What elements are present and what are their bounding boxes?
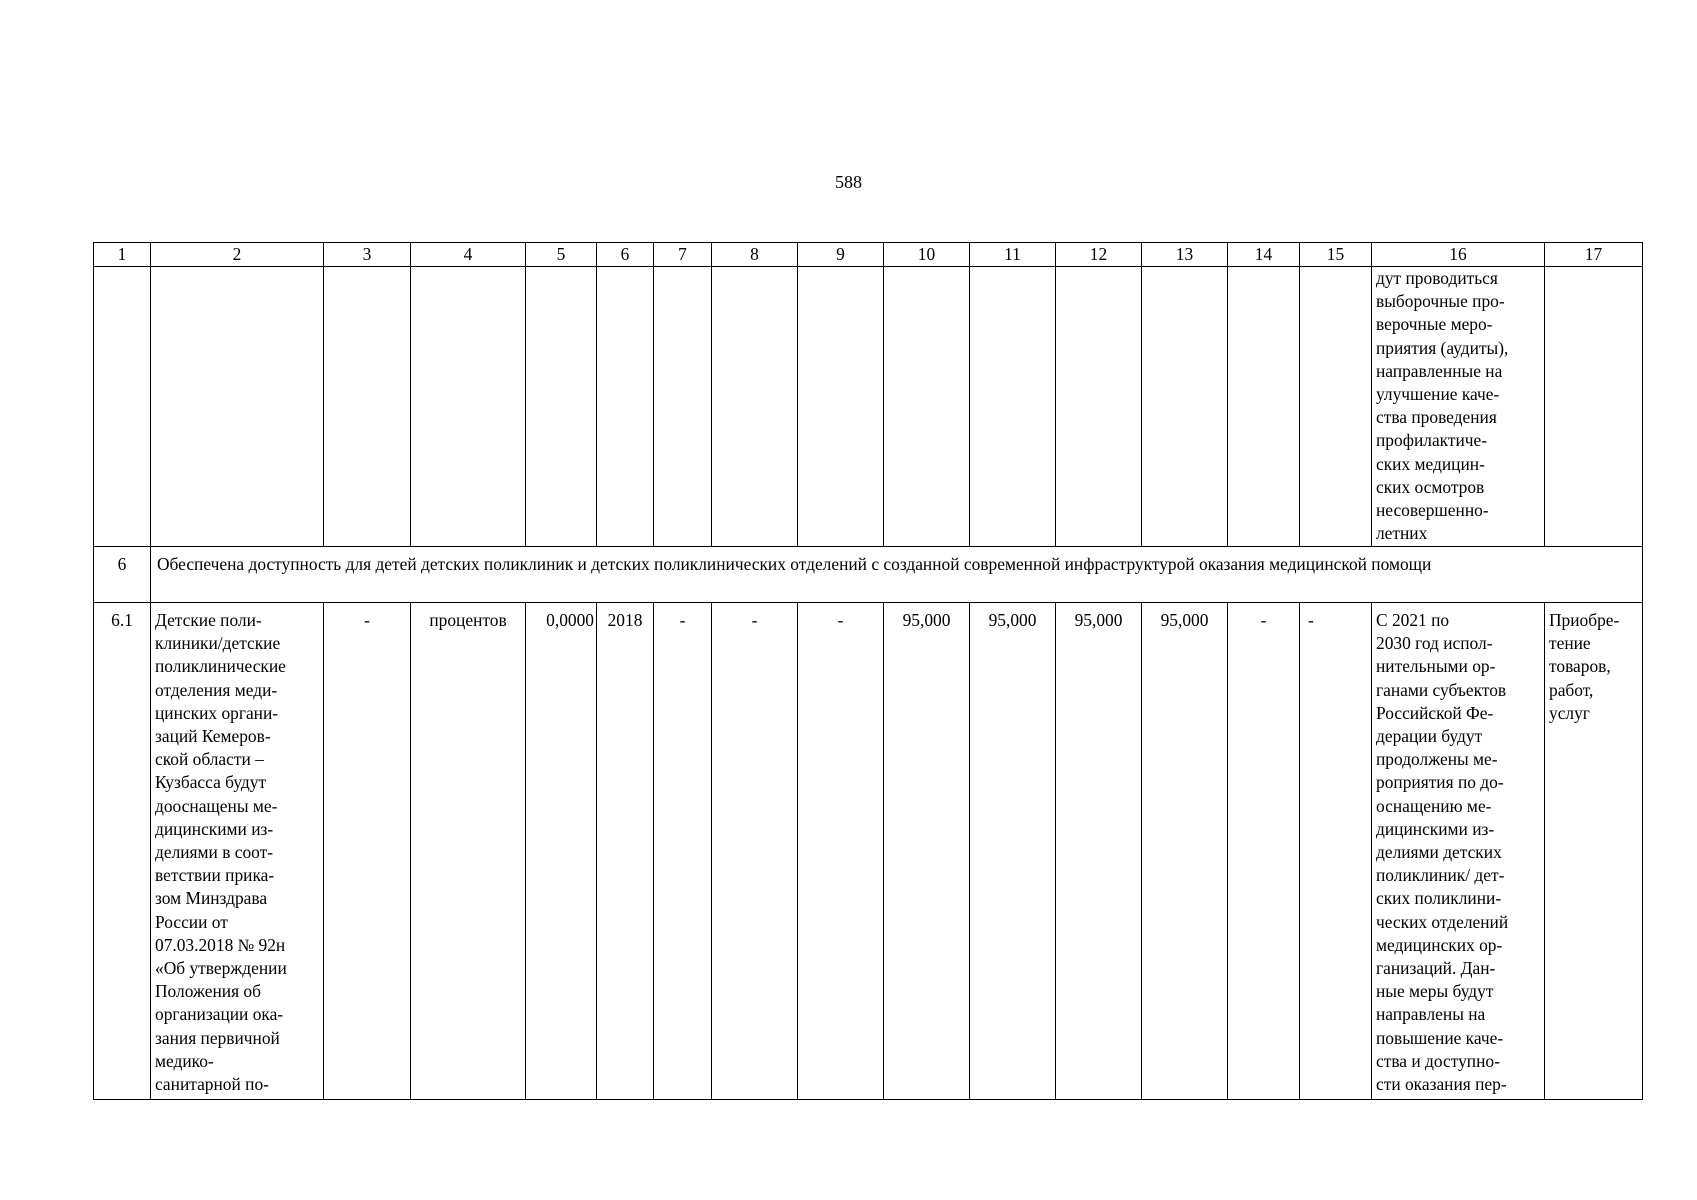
column-header: 17 <box>1545 243 1643 267</box>
activity-type-cell: Приобре- тение товаров, работ, услуг <box>1545 603 1643 1100</box>
indicator-name-cell: Детские поли- клиники/детские поликлинические отделения меди- цинских органи- заций Кемеров- ской области – Кузбасса будут дооснащены ме- дицинскими из- делиями в соот- ветствии прика- зом Минздрава России от 07.03.2018 № 92н «Об утверждении Положения об организации ока- зания первичной медико- санитарной по- <box>151 603 324 1100</box>
value-cell: 95,000 <box>884 603 970 1100</box>
table-cell <box>94 267 151 547</box>
column-header: 8 <box>712 243 798 267</box>
column-header: 2 <box>151 243 324 267</box>
column-header: 12 <box>1056 243 1142 267</box>
table-cell <box>324 267 411 547</box>
column-header: 14 <box>1228 243 1300 267</box>
table-cell <box>597 267 654 547</box>
column-header: 4 <box>411 243 526 267</box>
table-cell <box>712 267 798 547</box>
unit-cell: процентов <box>411 603 526 1100</box>
table-cell: - <box>798 603 884 1100</box>
table-cell <box>1228 267 1300 547</box>
column-header: 3 <box>324 243 411 267</box>
table-cell <box>654 267 712 547</box>
comment-cell: дут проводиться выборочные про- верочные меро- приятия (аудиты), направленные на улучшение каче- ства проведения профилактиче- ских медицин- ских осмотров несовершенно- летних <box>1372 267 1545 547</box>
comment-cell: С 2021 по 2030 год испол- нительными ор- ганами субъектов Российской Фе- дерации будут продолжены ме- роприятия по до- оснащению ме- дицинскими из- делиями детских поликлиник/ дет- ских поликлини- ческих отделений медицинских ор- ганизаций. Дан- ные меры будут направлены на повышение каче- ства и доступно- сти оказания пер- <box>1372 603 1545 1100</box>
table-cell <box>798 267 884 547</box>
column-header: 11 <box>970 243 1056 267</box>
section-row <box>94 547 1643 603</box>
table-row <box>94 603 1643 1100</box>
row-number: 6.1 <box>94 603 151 1100</box>
column-header: 9 <box>798 243 884 267</box>
table-cell: - <box>1300 603 1372 1100</box>
value-cell: 95,000 <box>1142 603 1228 1100</box>
indicators-table <box>93 242 1643 1100</box>
continuation-row <box>94 267 1643 547</box>
column-header: 10 <box>884 243 970 267</box>
table-cell: - <box>1228 603 1300 1100</box>
value-cell: 95,000 <box>970 603 1056 1100</box>
table-cell <box>884 267 970 547</box>
section-number: 6 <box>94 547 151 603</box>
table-cell <box>411 267 526 547</box>
value-cell: 95,000 <box>1056 603 1142 1100</box>
column-header: 15 <box>1300 243 1372 267</box>
column-header: 16 <box>1372 243 1545 267</box>
column-header: 5 <box>526 243 597 267</box>
column-header: 6 <box>597 243 654 267</box>
table-cell: - <box>324 603 411 1100</box>
table-cell <box>1545 267 1643 547</box>
table-cell: - <box>712 603 798 1100</box>
table-cell <box>1056 267 1142 547</box>
column-header: 13 <box>1142 243 1228 267</box>
base-year-cell: 2018 <box>597 603 654 1100</box>
table-cell <box>151 267 324 547</box>
section-title: Обеспечена доступность для детей детских поликлиник и детских поликлинических отделений с созданной современной инфраструктурой оказания медицинской помощи <box>151 547 1643 603</box>
table-cell <box>526 267 597 547</box>
page-number: 588 <box>835 172 862 192</box>
table-cell <box>1142 267 1228 547</box>
table-cell: - <box>654 603 712 1100</box>
column-number-row <box>94 243 1643 267</box>
column-header: 1 <box>94 243 151 267</box>
table-cell <box>970 267 1056 547</box>
table-cell <box>1300 267 1372 547</box>
base-value-cell: 0,0000 <box>526 603 597 1100</box>
column-header: 7 <box>654 243 712 267</box>
